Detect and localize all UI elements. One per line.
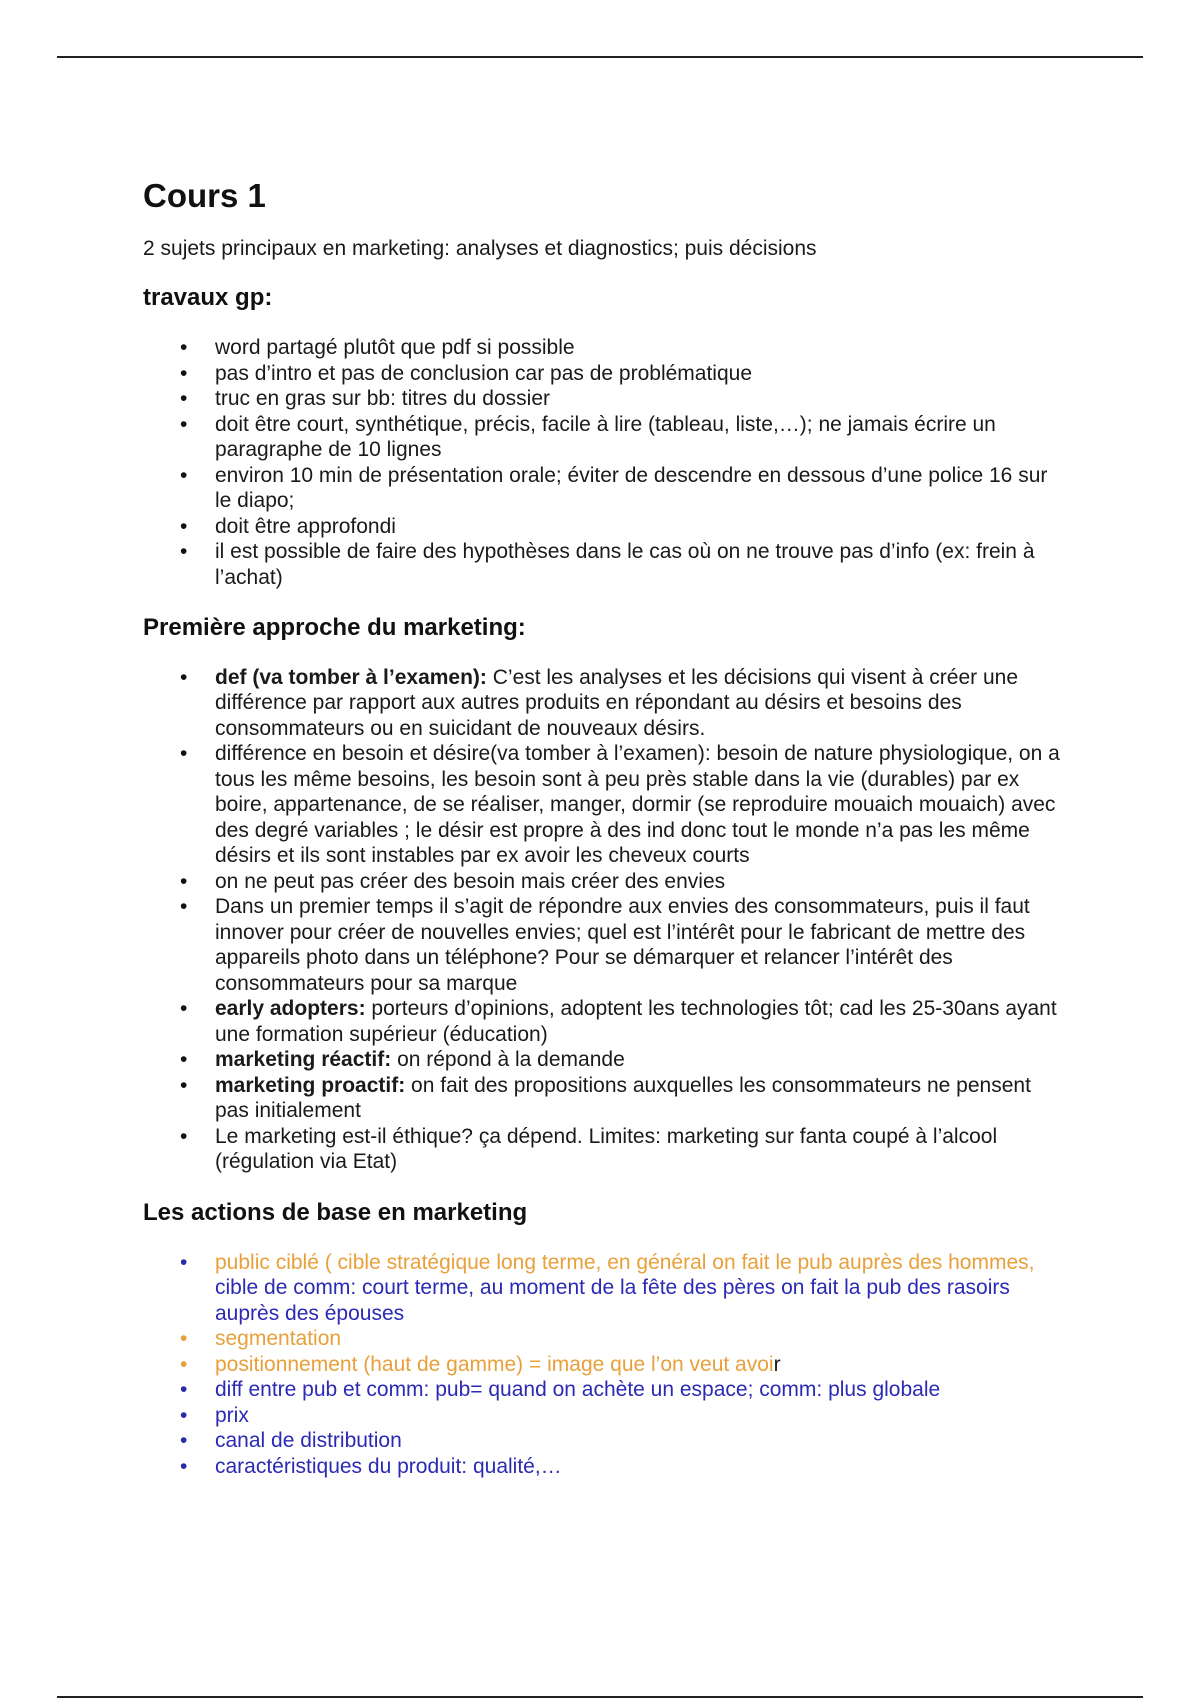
- list-item: • environ 10 min de présentation orale; éviter de descendre en dessous d’une police 16 sur le diapo;: [143, 463, 1063, 514]
- early-label: early adopters:: [215, 997, 366, 1021]
- list-item: • doit être approfondi: [143, 514, 1063, 540]
- list-item: • Le marketing est-il éthique? ça dépend. Limites: marketing sur fanta coupé à l’alcool (régulation via Etat): [143, 1124, 1063, 1175]
- proactif-text: on fait des propositions auxquelles les consommateurs ne pensent pas initialement: [215, 1073, 1031, 1123]
- heading-approche: Première approche du marketing:: [143, 614, 526, 642]
- reactif-text: on répond à la demande: [391, 1048, 625, 1072]
- list-item-segmentation: • segmentation: [143, 1326, 1063, 1352]
- list-item: • on ne peut pas créer des besoin mais créer des envies: [143, 869, 1063, 895]
- positionnement-text: positionnement (haut de gamme) = image que l’on veut avoi: [215, 1352, 774, 1376]
- document-body: [143, 178, 1063, 1503]
- def-text: C’est les analyses et les décisions qui visent à créer une différence par rapport aux autres produits en répondant au désirs et besoins des consommateurs ou en suicidant de nouveaux désirs.: [215, 665, 1019, 740]
- list-item-caracteristiques: • caractéristiques du produit: qualité,…: [143, 1454, 1063, 1480]
- list-actions: [143, 1250, 1063, 1480]
- list-item: • pas d’intro et pas de conclusion car pas de problématique: [143, 361, 1063, 387]
- list-item-early: [143, 996, 1063, 1047]
- public-strategic-text: public ciblé ( cible stratégique long terme, en général on fait le pub auprès des hommes,: [215, 1250, 1035, 1274]
- list-item: • il est possible de faire des hypothèses dans le cas où on ne trouve pas d’info (ex: frein à l’achat): [143, 539, 1063, 590]
- intro-text: 2 sujets principaux en marketing: analyses et diagnostics; puis décisions: [143, 237, 817, 261]
- list-item: • word partagé plutôt que pdf si possible: [143, 335, 1063, 361]
- list-travaux: [143, 335, 1063, 590]
- early-text: porteurs d’opinions, adoptent les technologies tôt; cad les 25-30ans ayant une formation supérieur (éducation): [215, 997, 1057, 1046]
- list-item: • doit être court, synthétique, précis, facile à lire (tableau, liste,…); ne jamais écrire un paragraphe de 10 lignes: [143, 412, 1063, 463]
- list-approche: [143, 665, 1063, 1175]
- list-item: • Dans un premier temps il s’agit de répondre aux envies des consommateurs, puis il faut innover pour créer de nouvelles envies; quel est l’intérêt pour le fabricant de mettre des appareils photo dans un téléphone? Pour se démarquer et relancer l’intérêt des consommateurs pour sa marque: [143, 894, 1063, 996]
- list-item: • truc en gras sur bb: titres du dossier: [143, 386, 1063, 412]
- list-item: • différence en besoin et désire(va tomber à l’examen): besoin de nature physiologique, on a tous les même besoins, les besoin sont à peu près stable dans la vie (durables) par ex boire, appartenance, de se réaliser, manger, dormir (se reproduire mouaich mouaich) avec des degré variables ; le désir est propre à des ind donc tout le monde n’a pas les même désirs et ils sont instables par ex avoir les cheveux courts: [143, 741, 1063, 869]
- list-item-diff: • diff entre pub et comm: pub= quand on achète un espace; comm: plus globale: [143, 1377, 1063, 1403]
- list-item-def: [143, 665, 1063, 742]
- list-item-prix: • prix: [143, 1403, 1063, 1429]
- heading-travaux: travaux gp:: [143, 284, 273, 312]
- page-title: Cours 1: [143, 177, 266, 214]
- list-item-proactif: [143, 1073, 1063, 1124]
- list-item-public: [143, 1250, 1063, 1327]
- positionnement-end: r: [773, 1352, 781, 1376]
- list-item-reactif: [143, 1047, 1063, 1073]
- bottom-rule: [57, 1696, 1143, 1698]
- heading-actions: Les actions de base en marketing: [143, 1198, 528, 1226]
- def-label: def (va tomber à l’examen):: [215, 665, 487, 689]
- proactif-label: marketing proactif:: [215, 1073, 406, 1097]
- top-rule: [57, 56, 1143, 58]
- public-comm-text: cible de comm: court terme, au moment de la fête des pères on fait la pub des rasoirs auprès des épouses: [215, 1276, 1010, 1325]
- reactif-label: marketing réactif:: [215, 1048, 392, 1072]
- list-item-positionnement: [143, 1352, 1063, 1378]
- list-item-canal: • canal de distribution: [143, 1428, 1063, 1454]
